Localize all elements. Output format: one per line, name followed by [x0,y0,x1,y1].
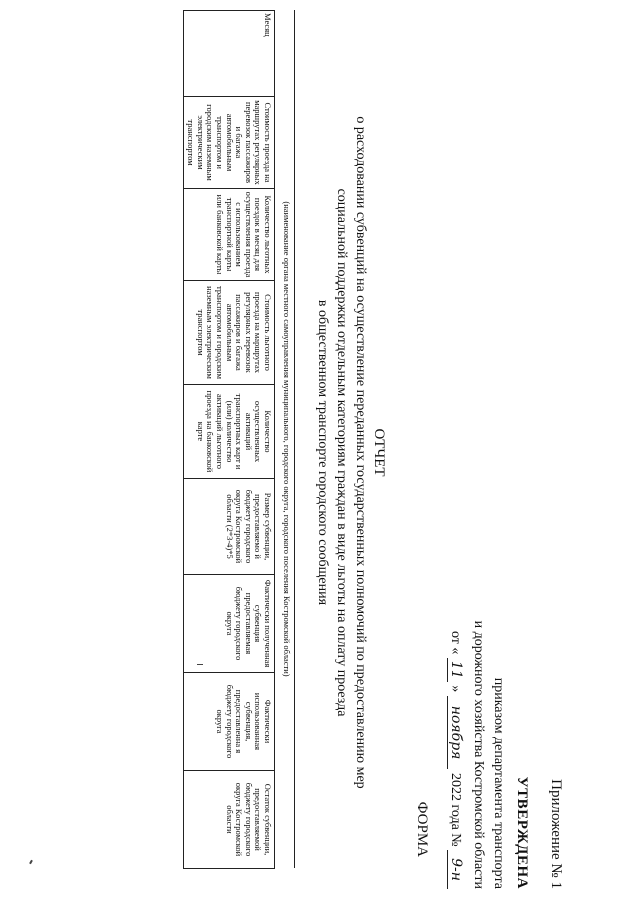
order-date-line [447,631,464,889]
municipality-caption: (наименование органа местного самоуправления муниципального, городского округа, городского поселения Костромской области) [282,201,292,677]
order-number: 9-н [447,850,464,889]
header-month: Месяц [183,11,274,97]
form-label: ФОРМА [414,801,430,857]
report-subtitle-3: в общественном транспорте городского сообщения [315,299,330,606]
report-subtitle-2: социальной поддержки отдельным категориям граждан в виде льготы на оплату проезда [334,188,349,717]
header-received-subvention: Фактически полученная субвенция предоставляемая бюджету городского округа [183,575,274,673]
scan-mark [197,664,203,665]
header-preferential-fare-cost: Стоимость льготного проезда на маршрутах регулярных перевозок пассажиров и багажа автомобильным транспортом и городским наземным электрическим транспортом [183,281,274,385]
appendix-label: Приложение № 1 [548,779,564,889]
header-activations-count: Количество осуществленных активаций транспортных карт и (или) количество активаций льготного проезда на банковской карте [183,385,274,479]
header-trips-count: Количество льготных поездок в месяц для осуществления проезда с использованием транспортной карты или банковской карты [183,189,274,281]
date-day: 11 [447,658,464,682]
header-remaining-subvention: Остаток субвенции, предоставляемой бюджету городского округа Костромской области [183,771,274,869]
header-used-subvention: Фактически использованная субвенция, предоставленна я бюджету городского округа [183,673,274,771]
table-header-row [183,11,274,869]
order-line-2: и дорожного хозяйства Костромской области [471,620,486,889]
header-subvention-amount: Размер субвенции, предоставляемо й бюджету городского округа Костромской области (2*3-4)*5 [183,479,274,575]
date-year: 2022 года № [448,772,463,847]
header-fare-cost: Стоимость проезда на маршрутах регулярных перевозок пассажиров и багажа автомобильным транспортом и городским наземным электрическим транспортом [183,97,274,189]
date-prefix: от « [448,630,463,655]
report-subtitle-1: о расходовании субвенций на осуществление переданных государственных полномочий по предоставлению мер [353,116,368,789]
order-line-1: приказом департамента транспорта [491,677,506,889]
date-month: ноября [447,696,464,770]
approved-label: УТВЕРЖДЕНА [514,776,530,889]
municipality-line [294,10,295,868]
date-mid: » [448,685,463,693]
report-title: ОТЧЕТ [371,428,387,477]
report-table [183,10,275,869]
scan-mark [29,860,33,864]
